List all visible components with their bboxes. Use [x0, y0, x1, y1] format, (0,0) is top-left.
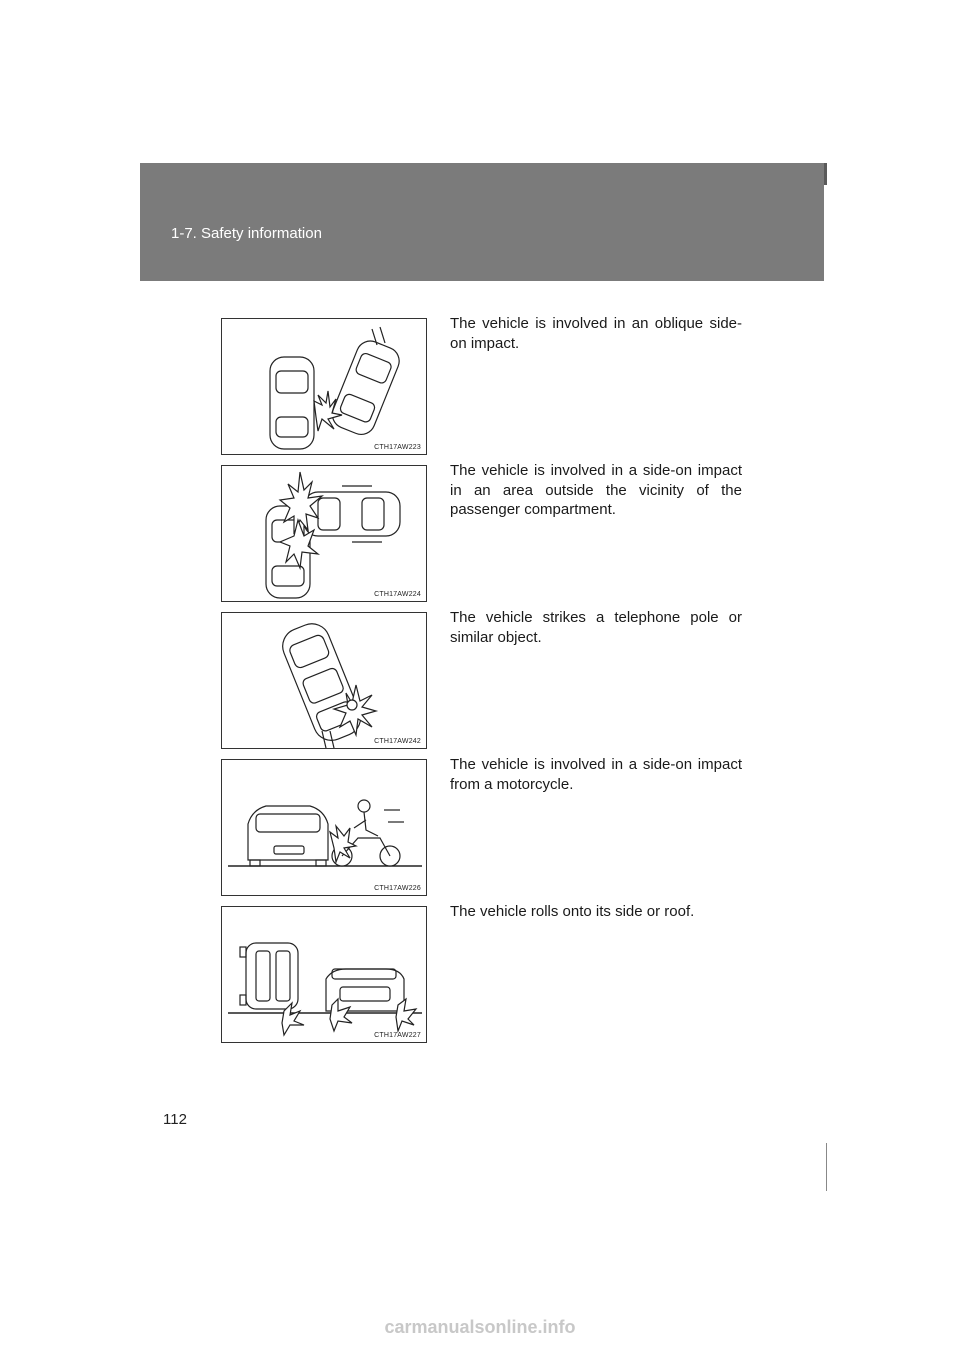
illustration-pole-impact [221, 612, 427, 749]
illustration-code: CTH17AW242 [374, 738, 421, 745]
page-number: 112 [163, 1111, 187, 1128]
item-description: The vehicle is involved in a side-on impact in an area outside the vicinity of the passenger compartment. [450, 462, 742, 518]
illustration-side-impact-outside-cabin [221, 465, 427, 602]
section-header [140, 163, 824, 281]
illustration-code: CTH17AW226 [374, 885, 421, 892]
illustration-motorcycle-impact [221, 759, 427, 896]
illustration-rollover [221, 906, 427, 1043]
illustration-oblique-impact [221, 318, 427, 455]
illustration-code: CTH17AW224 [374, 591, 421, 598]
footer-watermark: carmanualsonline.info [384, 1317, 576, 1337]
margin-tick [826, 1143, 827, 1191]
section-title: 1-7. Safety information [171, 225, 322, 242]
item-description: The vehicle is involved in a side-on impact from a motorcycle. [450, 756, 742, 793]
illustration-code: CTH17AW227 [374, 1032, 421, 1039]
item-description: The vehicle rolls onto its side or roof. [450, 903, 695, 920]
item-description: The vehicle is involved in an oblique side-on impact. [450, 315, 742, 352]
corner-mark [824, 163, 827, 185]
illustration-code: CTH17AW223 [374, 444, 421, 451]
item-description: The vehicle strikes a telephone pole or similar object. [450, 609, 742, 646]
